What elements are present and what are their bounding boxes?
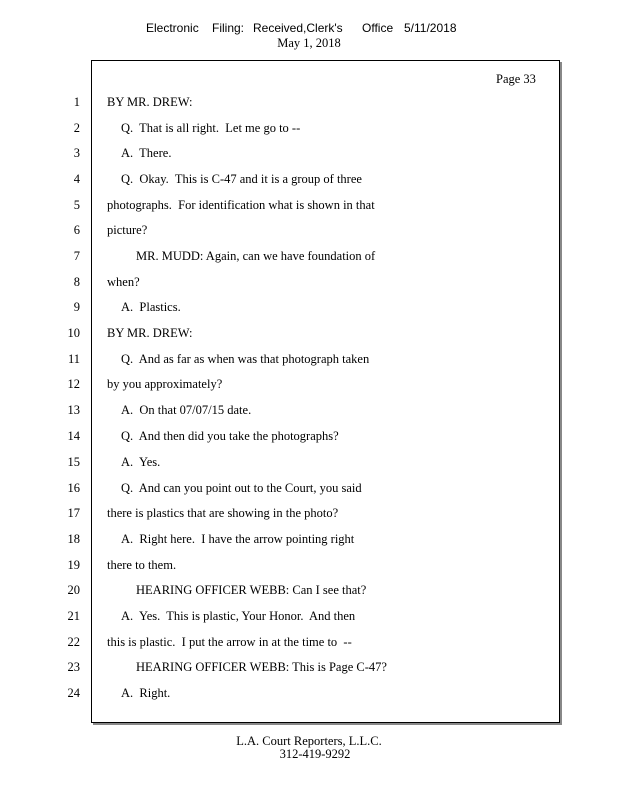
line-text: Q. Okay. This is C-47 and it is a group of three <box>121 172 362 186</box>
stamp-office: Office <box>362 21 394 35</box>
line-text: A. Right here. I have the arrow pointing right <box>121 532 355 546</box>
transcript-date: May 1, 2018 <box>277 36 341 50</box>
line-text: A. Yes. This is plastic, Your Honor. And then <box>121 609 356 623</box>
line-number: 22 <box>67 635 80 649</box>
line-text: HEARING OFFICER WEBB: This is Page C-47? <box>136 660 387 674</box>
line-number: 24 <box>67 686 80 700</box>
line-text: Q. And then did you take the photographs? <box>121 429 339 443</box>
line-number: 1 <box>73 95 80 109</box>
line-number: 10 <box>67 326 80 340</box>
line-text: Q. And as far as when was that photograph taken <box>121 352 370 366</box>
line-text: photographs. For identification what is shown in that <box>107 198 375 212</box>
line-text: there is plastics that are showing in the photo? <box>107 506 339 520</box>
page-number: Page 33 <box>496 72 536 86</box>
line-text: by you approximately? <box>107 377 223 391</box>
line-text: there to them. <box>107 558 177 572</box>
line-number: 2 <box>73 121 80 135</box>
line-number: 19 <box>67 558 80 572</box>
line-number: 12 <box>67 377 80 391</box>
line-text: A. Right. <box>121 686 171 700</box>
line-number: 5 <box>73 198 80 212</box>
line-number: 20 <box>67 583 80 597</box>
line-text: Q. That is all right. Let me go to -- <box>121 121 301 135</box>
stamp-electronic: Electronic <box>146 21 199 35</box>
line-number: 6 <box>73 223 80 237</box>
line-number: 9 <box>73 300 80 314</box>
line-text: BY MR. DREW: <box>107 95 193 109</box>
line-text: picture? <box>107 223 148 237</box>
footer-phone: 312-419-9292 <box>279 747 351 761</box>
line-number: 21 <box>67 609 80 623</box>
line-number: 13 <box>67 403 80 417</box>
line-number: 16 <box>67 481 80 495</box>
stamp-date: 5/11/2018 <box>404 21 457 35</box>
line-number: 14 <box>67 429 80 443</box>
line-text: BY MR. DREW: <box>107 326 193 340</box>
stamp-filing: Filing: <box>212 21 245 35</box>
filing-stamp-header <box>0 21 618 37</box>
line-number: 3 <box>73 146 80 160</box>
line-number: 4 <box>73 172 80 186</box>
line-text: HEARING OFFICER WEBB: Can I see that? <box>136 583 367 597</box>
line-number: 23 <box>67 660 80 674</box>
line-number: 18 <box>67 532 80 546</box>
stamp-received: Received,Clerk's <box>253 21 343 35</box>
line-number: 7 <box>73 249 80 263</box>
line-number: 8 <box>73 275 80 289</box>
line-text: A. There. <box>121 146 172 160</box>
line-text: Q. And can you point out to the Court, you said <box>121 481 362 495</box>
line-number: 11 <box>67 352 80 366</box>
line-text: when? <box>107 275 140 289</box>
line-text: A. On that 07/07/15 date. <box>121 403 252 417</box>
line-number: 17 <box>67 506 80 520</box>
line-text: this is plastic. I put the arrow in at the time to -- <box>107 635 352 649</box>
line-text: A. Plastics. <box>121 300 181 314</box>
line-text: A. Yes. <box>121 455 161 469</box>
footer-company: L.A. Court Reporters, L.L.C. <box>236 734 382 748</box>
line-number: 15 <box>67 455 80 469</box>
line-text: MR. MUDD: Again, can we have foundation of <box>136 249 376 263</box>
